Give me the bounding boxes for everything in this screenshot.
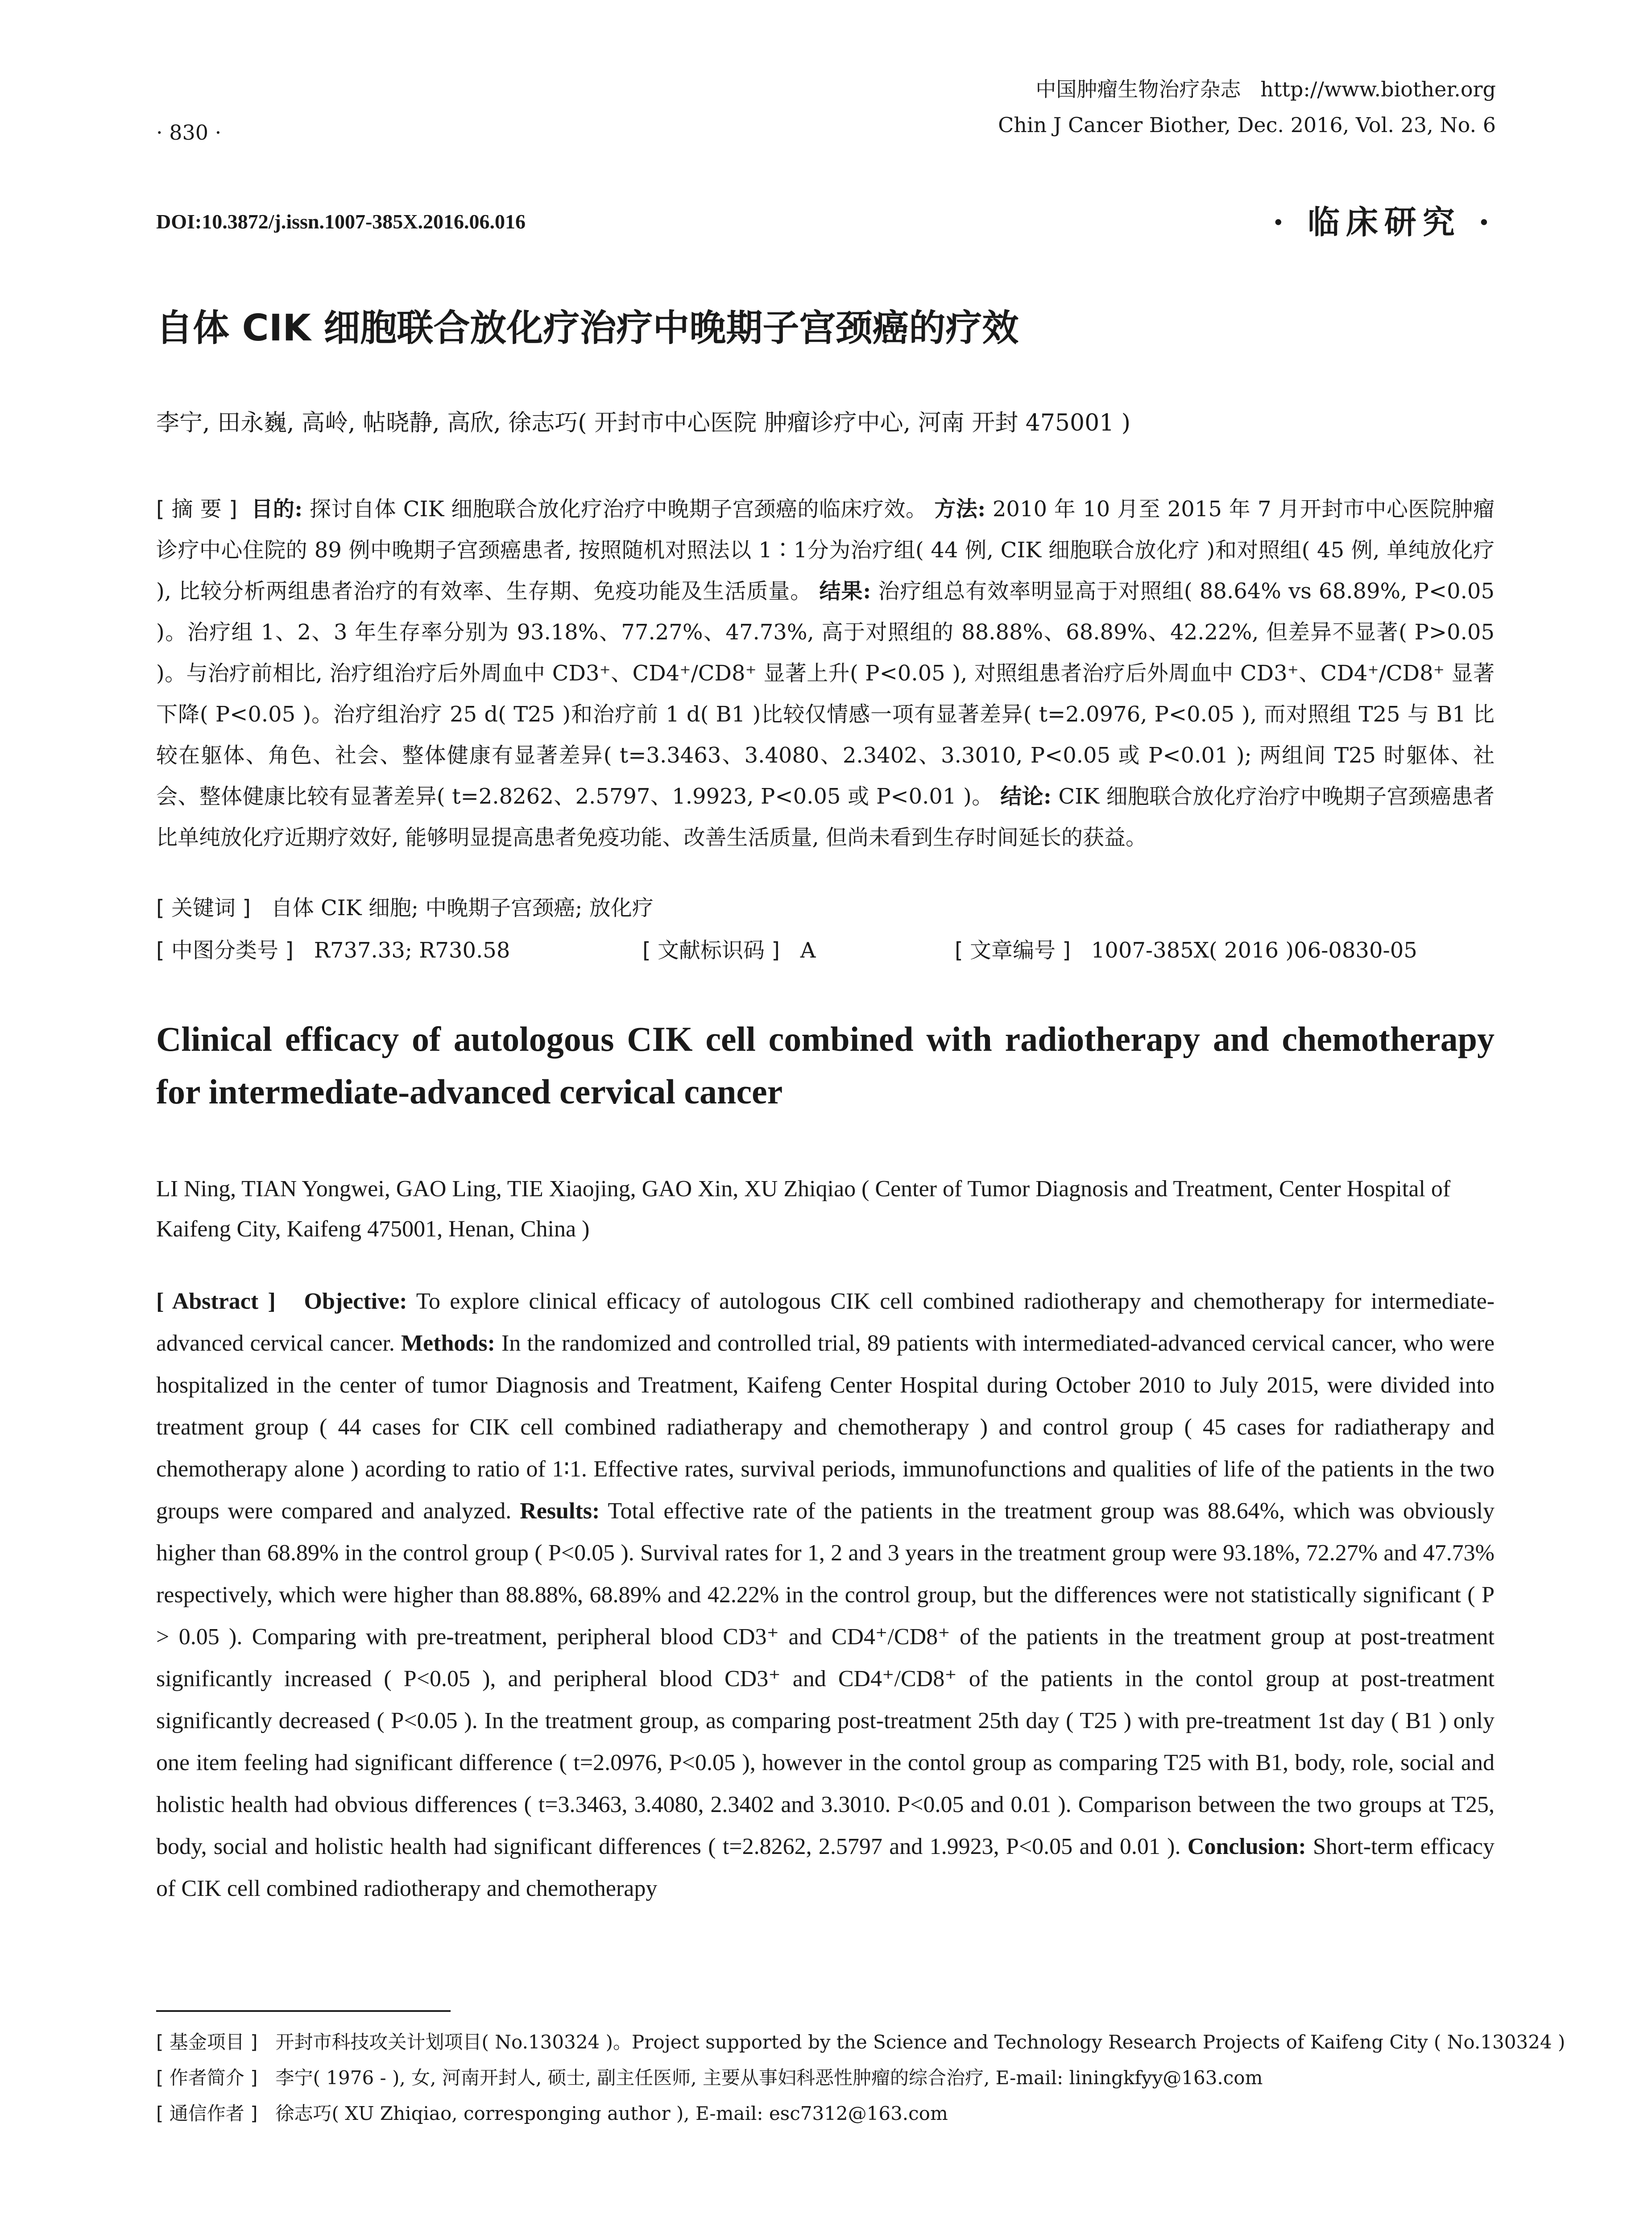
- abstract-en-objective-label: Objective:: [304, 1289, 407, 1314]
- abstract-en-results-label: Results:: [520, 1498, 600, 1524]
- abstract-cn-conclusion-label: 结论:: [1000, 784, 1052, 809]
- abstract-cn-label: [ 摘 要 ]: [156, 497, 237, 522]
- corresponding-text: 徐志巧( XU Zhiqiao, corresponging author ), E-mail: esc7312@163.com: [275, 2102, 948, 2124]
- clc-value: R737.33; R730.58: [314, 938, 510, 963]
- abstract-en-methods-label: Methods:: [401, 1331, 495, 1356]
- doc-code-value: A: [800, 938, 816, 963]
- clc-label: [ 中图分类号 ]: [156, 938, 294, 963]
- section-label: · 临床研究 ·: [1272, 203, 1496, 241]
- footnote-fund: [156, 2028, 1565, 2057]
- abstract-cn-results: 治疗组总有效率明显高于对照组( 88.64% vs 68.89%, P<0.05 )。治疗组 1、2、3 年生存率分别为 93.18%、77.27%、47.73%, 高于对照组的 88.88%、68.89%、42.22%, 但差异不显著( P>0.05 )。与治疗前相比, 治疗组治疗后外周血中 CD3⁺、CD4⁺/CD8⁺ 显著上升( P<0.05 ), 对照组患者治疗后外周血中 CD3⁺、CD4⁺/CD8⁺ 显著下降( P<0.05 )。治疗组治疗 25 d( T25 )和治疗前 1 d( B1 )比较仅情感一项有显著差异( t=2.0976, P<0.05 ), 而对照组 T25 与 B1 比较在躯体、角色、社会、整体健康有显著差异( t=3.3463、3.4080、2.3402、3.3010, P<0.05 或 P<0.01 ); 两组间 T25 时躯体、社会、整体健康比较有显著差异( t=2.8262、2.5797、1.9923, P<0.05 或 P<0.01 )。: [156, 579, 1495, 809]
- classification: [156, 933, 1495, 968]
- authors-cn: 李宁, 田永巍, 高岭, 帖晓静, 高欣, 徐志巧( 开封市中心医院 肿瘤诊疗中心, 河南 开封 475001 ): [156, 410, 1131, 436]
- keywords: [156, 890, 1495, 926]
- keywords-label: [ 关键词 ]: [156, 896, 251, 921]
- corresponding-label: [ 通信作者 ]: [156, 2102, 258, 2124]
- abstract-cn-results-label: 结果:: [819, 579, 871, 604]
- doc-code-label: [ 文献标识码 ]: [642, 938, 780, 963]
- journal-name-cn: 中国肿瘤生物治疗杂志: [1035, 77, 1241, 101]
- abstract-en-conclusion: Short-term efficacy of CIK cell combined radiotherapy and chemotherapy: [156, 1834, 1495, 1901]
- author-bio-label: [ 作者简介 ]: [156, 2067, 258, 2089]
- footnote-corresponding: [156, 2099, 1495, 2128]
- title-cn: 自体 CIK 细胞联合放化疗治疗中晚期子宫颈癌的疗效: [156, 307, 1019, 349]
- footnote-author: [156, 2064, 1495, 2092]
- abstract-en-results: Total effective rate of the patients in the treatment group was 88.64%, which was obviously higher than 68.89% in the control group ( P<0.05 ). Survival rates for 1, 2 and 3 years in the treatment group were 93.18%, 72.27% and 47.73% respectively, which were higher than 88.88%, 68.89% and 42.22% in the control group, but the differences were not statistically significant ( P > 0.05 ). Comparing with pre-treatment, peripheral blood CD3⁺ and CD4⁺/CD8⁺ of the patients in the treatment group at post-treatment significantly increased ( P<0.05 ), and peripheral blood CD3⁺ and CD4⁺/CD8⁺ of the patients in the contol group at post-treatment significantly decreased ( P<0.05 ). In the treatment group, as comparing post-treatment 25th day ( T25 ) with pre-treatment 1st day ( B1 ) only one item feeling had significant difference ( t=2.0976, P<0.05 ), however in the contol group as comparing T25 with B1, body, role, social and holistic health had obvious differences ( t=3.3463, 3.4080, 2.3402 and 3.3010. P<0.05 and 0.01 ). Comparison between the two groups at T25, body, social and holistic health had significant differences ( t=2.8262, 2.5797 and 1.9923, P<0.05 and 0.01 ).: [156, 1498, 1495, 1859]
- footnote-divider: [156, 2010, 451, 2012]
- title-en: Clinical efficacy of autologous CIK cell combined with radiotherapy and chemotherapy for intermediate-advanced cervical cancer: [156, 1020, 1495, 1111]
- abstract-cn-methods: 2010 年 10 月至 2015 年 7 月开封市中心医院肿瘤诊疗中心住院的 89 例中晚期子宫颈癌患者, 按照随机对照法以 1∶1分为治疗组( 44 例, CIK 细胞联合放化疗 )和对照组( 45 例, 单纯放化疗 ), 比较分析两组患者治疗的有效率、生存期、免疫功能及生活质量。: [156, 497, 1495, 604]
- keywords-value: 自体 CIK 细胞; 中晚期子宫颈癌; 放化疗: [271, 896, 654, 921]
- doi: DOI:10.3872/j.issn.1007-385X.2016.06.016: [156, 210, 526, 233]
- fund-label: [ 基金项目 ]: [156, 2031, 258, 2053]
- abstract-en-conclusion-label: Conclusion:: [1187, 1834, 1306, 1859]
- abstract-en-label: [ Abstract ]: [156, 1289, 276, 1314]
- author-bio-text: 李宁( 1976 - ), 女, 河南开封人, 硕士, 副主任医师, 主要从事妇科恶性肿瘤的综合治疗, E-mail: liningkfyy@163.com: [275, 2067, 1263, 2089]
- article-number-value: 1007-385X( 2016 )06-0830-05: [1091, 938, 1417, 963]
- abstract-cn-objective-label: 目的:: [251, 497, 303, 522]
- journal-header: [737, 71, 1496, 143]
- fund-text: 开封市科技攻关计划项目( No.130324 )。Project supported by the Science and Technology Research Projects of Kaifeng City ( No.130324 ): [275, 2031, 1565, 2053]
- article-number-label: [ 文章编号 ]: [955, 938, 1071, 963]
- abstract-cn-objective: 探讨自体 CIK 细胞联合放化疗治疗中晚期子宫颈癌的临床疗效。: [309, 497, 927, 522]
- abstract-en: [156, 1281, 1495, 1910]
- abstract-en-objective: To explore clinical efficacy of autologous CIK cell combined radiotherapy and chemotherapy for intermediate-advanced cervical cancer.: [156, 1289, 1495, 1356]
- abstract-cn-conclusion: CIK 细胞联合放化疗治疗中晚期子宫颈癌患者比单纯放化疗近期疗效好, 能够明显提高患者免疫功能、改善生活质量, 但尚未看到生存时间延长的获益。: [156, 784, 1495, 850]
- abstract-cn-methods-label: 方法:: [934, 497, 986, 522]
- journal-url[interactable]: http://www.biother.org: [1260, 77, 1496, 101]
- journal-name-en: Chin J Cancer Biother, Dec. 2016, Vol. 23, No. 6: [998, 113, 1496, 137]
- authors-en: LI Ning, TIAN Yongwei, GAO Ling, TIE Xiaojing, GAO Xin, XU Zhiqiao ( Center of Tumor Diagnosis and Treatment, Center Hospital of Kaifeng City, Kaifeng 475001, Henan, China ): [156, 1176, 1451, 1242]
- abstract-en-methods: In the randomized and controlled trial, 89 patients with intermediated-advanced cervical cancer, who were hospitalized in the center of tumor Diagnosis and Treatment, Kaifeng Center Hospital during October 2010 to July 2015, were divided into treatment group ( 44 cases for CIK cell combined radiatherapy and chemotherapy ) and control group ( 45 cases for radiatherapy and chemotherapy alone ) acording to ratio of 1∶1. Effective rates, survival periods, immunofunctions and qualities of life of the patients in the two groups were compared and analyzed.: [156, 1331, 1495, 1524]
- abstract-cn: [156, 489, 1495, 858]
- page-number: · 830 ·: [156, 120, 222, 145]
